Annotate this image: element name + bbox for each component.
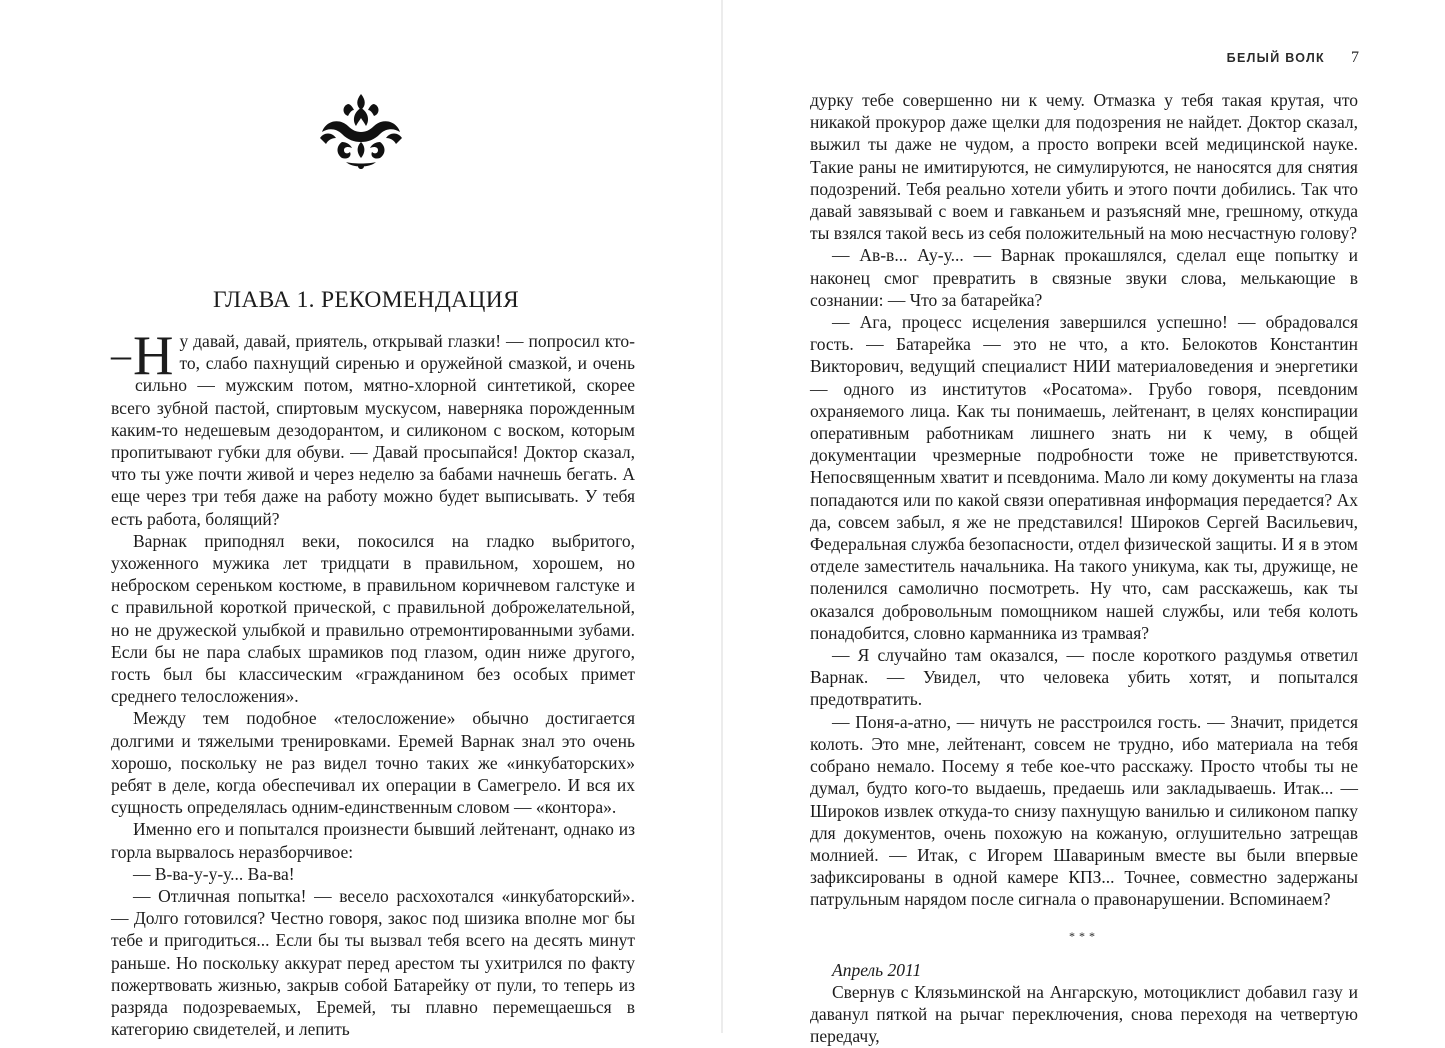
dropcap-dash: – <box>111 332 131 377</box>
paragraph: Между тем подобное «телосложение» обычно достигается долгими и тяжелыми тренировками. Еремей Варнак знал это очень хорошо, поскольку не раз видел точно таких же «инкубаторских» ребят в деле, когда обеспечивал их операции в Самегрело. И вся их сущность определялась одним-единственным словом — «контора». <box>111 708 635 818</box>
paragraph: — Поня-а-атно, — ничуть не расстроился гость. — Значит, придется колоть. Это мне, лейтенант, совсем не трудно, ибо материала на тебя собрано немало. Посему я тебе кое-что расскажу. Просто чтобы ты не думал, будто кого-то выдаешь, предаешь или закладываешь. Итак... — Широков извлек откуда-то снизу пахнущую ванилью и силиконом папку для документов, очень похожую на кожаную, оглушительно затрещав молнией. — Итак, с Игорем Шавариным вместе вы были впервые зафиксированы в одной камере КПЗ... Точнее, совместно задержаны патрульным нарядом после сигнала о правонарушении. Вспоминаем? <box>810 711 1358 910</box>
left-page-body <box>111 325 635 1041</box>
paragraph: Варнак приподнял веки, покосился на гладко выбритого, ухоженного мужика лет тридцати в правильном, хорошем, но неброском сереньком костюме, в правильном коричневом галстуке и с правильной короткой прической, с правильной доброжелательной, но не дружеской улыбкой и правильно отремонтированными зубами. Если бы не пара слабых шрамиков под глазом, один ниже другого, гость был бы классическим «гражданином без особых примет среднего телосложения». <box>111 530 635 707</box>
section-separator: *** <box>1069 928 1099 943</box>
page-number: 7 <box>1351 49 1359 66</box>
floral-ornament-icon <box>318 92 404 172</box>
paragraph: Свернув с Клязьминской на Ангарскую, мотоциклист добавил газу и даванул пяткой на рычаг переключения, снова переходя на четвертую передачу, <box>810 981 1358 1047</box>
paragraph: дурку тебе совершенно ни к чему. Отмазка у тебя такая крутая, что никакой прокурор даже щелки для подозрения не найдет. Доктор сказал, выжил ты даже не чудом, а просто вопреки всей медицинской науке. Такие раны не имитируются, не симулируются, не наносятся для снятия подозрений. Тебя реально хотели убить и этого почти добились. Так что давай завязывай с воем и гавканьем и разъясняй мне, грешному, откуда ты взялся такой весь из себя положительный на мою несчастную голову? <box>810 90 1358 244</box>
left-page <box>0 0 722 1040</box>
dropcap-letter: Н <box>133 325 174 387</box>
paragraph: — Ав-в... Ау-у... — Варнак прокашлялся, сделал еще попытку и наконец смог превратить в связные звуки слова, мелькающие в сознании: — Что за батарейка? <box>810 245 1358 310</box>
running-head <box>1227 49 1359 67</box>
running-head-title: БЕЛЫЙ ВОЛК <box>1226 51 1325 65</box>
paragraph: — Ага, процесс исцеления завершился успешно! — обрадовался гость. — Батарейка — это не что, а кто. Белокотов Константин Викторович, ведущий специалист НИИ материаловедения и энергетики — одного из институтов «Росатома». Грубо говоря, псевдоним охраняемого лица. Как ты понимаешь, лейтенант, в целях конспирации оперативным работникам лишнего знать ни к чему, в общей документации чрезмерные подробности тоже не приветствуются. Непосвященным хватит и псевдонима. Мало ли кому документы на глаза попадаются или по какой связи оперативная информация передается? Ах да, совсем забыл, я же не представился! Широков Сергей Васильевич, Федеральная служба безопасности, отдел физической защиты. И я в этом отделе заместитель начальника. На такого уникума, как ты, дружище, не поленился самолично посмотреть. Ну что, сам расскажешь, как ты оказался добровольным помощником нашей службы, или тебя колоть понадобится, словно карманника из трамвая? <box>810 312 1358 643</box>
chapter-title: ГЛАВА 1. РЕКОМЕНДАЦИЯ <box>213 287 519 313</box>
paragraph: — Я случайно там оказался, — после короткого раздумья ответил Варнак. — Увидел, что человека убить хотят, и попытался предотвратить. <box>810 645 1358 710</box>
paragraph: — Отличная попытка! — весело расхохотался «инкубаторский». — Долго готовился? Честно говоря, закос под шизика вполне мог бы тебе и пригодиться... Если бы ты вызвал тебя всего на десять минут раньше. Но поскольку аккурат перед арестом ты ухитрился по факту пожертвовать жизнью, закрыв собой Батарейку от пули, то теперь из разряда подозреваемых, Еремей, ты плавно перемещаешься в категорию свидетелей, и лепить <box>111 886 635 1040</box>
paragraph: Именно его и попытался произнести бывший лейтенант, однако из горла вырвалось неразборчивое: <box>111 819 635 862</box>
right-page-body <box>810 89 1358 1048</box>
opening-paragraph <box>111 325 635 530</box>
paragraph: — В-ва-у-у-у... Ва-ва! <box>133 863 295 884</box>
section-date: Апрель 2011 <box>832 959 922 980</box>
paragraph-text: у давай, давай, приятель, открывай глазки! — попросил кто-то, слабо пахнущий сиренью и оружейной смазкой, и очень сильно — мужским потом, мятно-хлорной синтетикой, скорее всего зубной пастой, спиртовым мускусом, наверняка порожденным каким-то недешевым дезодорантом, и силиконом с воском, которым пропитывают губки для обуви. — Давай просыпайся! Доктор сказал, что ты уже почти живой и через неделю за бабами начнешь бегать. А еще через три тебя даже на работу можно будет выписывать. У тебя есть работа, болящий? <box>111 331 635 529</box>
